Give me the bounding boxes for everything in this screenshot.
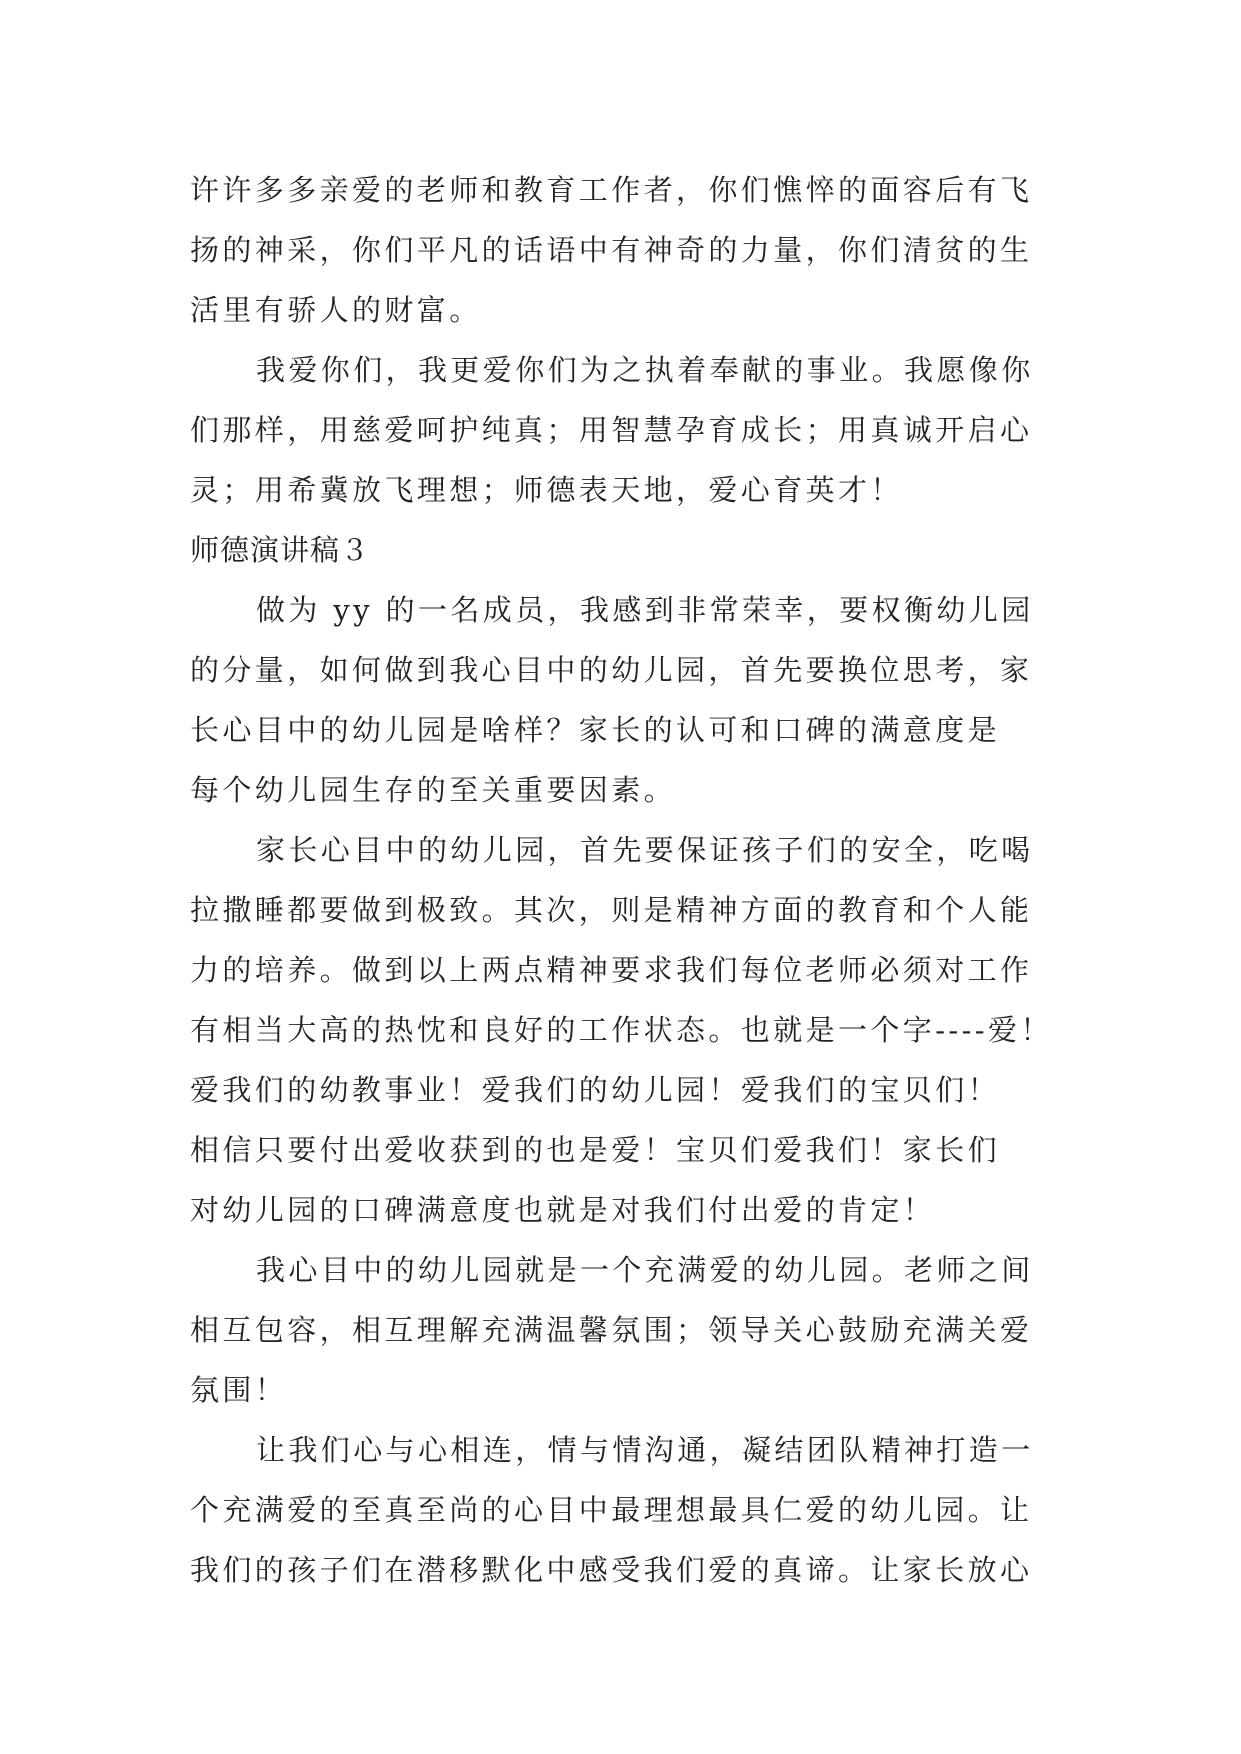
- paragraph-first-line: 我爱你们，我更爱你们为之执着奉献的事业。我愿像你: [256, 353, 1034, 387]
- paragraph-first-line: 家长心目中的幼儿园，首先要保证孩子们的安全，吃喝: [256, 833, 1034, 867]
- text-line: 长心目中的幼儿园是啥样？家长的认可和口碑的满意度是: [190, 713, 1001, 747]
- text-line: 个充满爱的至真至尚的心目中最理想最具仁爱的幼儿园。让: [190, 1493, 1033, 1527]
- text-line: 有相当大高的热忱和良好的工作状态。也就是一个字----爱！: [190, 1013, 1053, 1047]
- text-line: 力的培养。做到以上两点精神要求我们每位老师必须对工作: [190, 953, 1033, 987]
- text-line: 每个幼儿园生存的至关重要因素。: [190, 773, 677, 807]
- text-line: 们那样，用慈爱呵护纯真；用智慧孕育成长；用真诚开启心: [190, 413, 1033, 447]
- text-line: 相信只要付出爱收获到的也是爱！宝贝们爱我们！家长们: [190, 1133, 1001, 1167]
- text-line: 拉撒睡都要做到极致。其次，则是精神方面的教育和个人能: [190, 893, 1033, 927]
- text-line: 灵；用希冀放飞理想；师德表天地，爱心育英才！: [190, 473, 903, 507]
- section-heading: 师德演讲稿３: [190, 533, 371, 567]
- text-line: 我们的孩子们在潜移默化中感受我们爱的真谛。让家长放心: [190, 1553, 1033, 1587]
- paragraph-first-line: 让我们心与心相连，情与情沟通，凝结团队精神打造一: [256, 1433, 1034, 1467]
- text-line: 氛围！: [190, 1373, 288, 1407]
- document-body: [190, 160, 1053, 1600]
- text-line: 活里有骄人的财富。: [190, 293, 482, 327]
- paragraph-first-line: 我心目中的幼儿园就是一个充满爱的幼儿园。老师之间: [256, 1253, 1034, 1287]
- paragraph-first-line: 做为 yy 的一名成员，我感到非常荣幸，要权衡幼儿园: [256, 593, 1034, 627]
- text-line: 对幼儿园的口碑满意度也就是对我们付出爱的肯定！: [190, 1193, 936, 1227]
- text-line: 相互包容，相互理解充满温馨氛围；领导关心鼓励充满关爱: [190, 1313, 1033, 1347]
- text-line: 的分量，如何做到我心目中的幼儿园，首先要换位思考，家: [190, 653, 1033, 687]
- text-line: 爱我们的幼教事业！爱我们的幼儿园！爱我们的宝贝们！: [190, 1073, 1001, 1107]
- text-line: 许许多多亲爱的老师和教育工作者，你们憔悴的面容后有飞: [190, 173, 1033, 207]
- text-line: 扬的神采，你们平凡的话语中有神奇的力量，你们清贫的生: [190, 233, 1033, 267]
